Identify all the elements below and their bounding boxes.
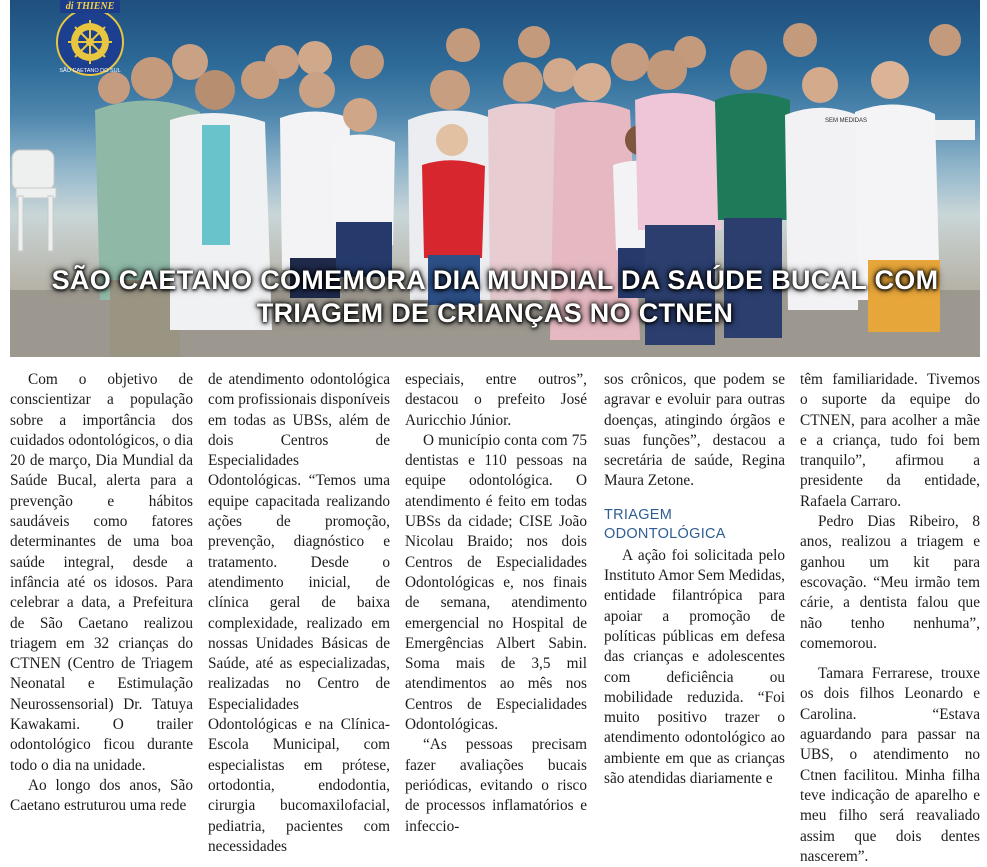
- paragraph: “As pessoas precisam fazer avaliações bucais periódicas, evitando o risco de processos inflamatórios e infeccio-: [405, 736, 587, 835]
- paragraph: Com o objetivo de conscientizar a população sobre a importância dos cuidados odontológicos, o dia 20 de março, Dia Mundial da Saúde Bucal, alerta para a prevenção e hábitos saudáveis como fatores determinantes de uma boa saúde integral, desde a infância até os idosos. Para celebrar a data, a Prefeitura de São Caetano realizou triagem em 32 crianças do CTNEN (Centro de Triagem Neonatal e Estimulação Neurossensorial) Dr. Tatuya Kawakami. O trailer odontológico ficou durante todo o dia na unidade.: [10, 371, 193, 774]
- article-column-2: [208, 370, 390, 857]
- subheading-line-1: TRIAGEM: [604, 506, 673, 523]
- paragraph: de atendimento odontológica com profissionais disponíveis em todas as UBSs, além de dois Centros de Especialidades Odontológicas. “Temos uma equipe capacitada realizando ações de promoção, prevenção, diagnóstico e tratamento. Desde o atendimento inicial, de clínica geral de baixa complexidade, realizado em nossas Unidades Básicas de Saúde, até as especializadas, realizadas no Centro de Especialidades Odontológicas e na Clínica-Escola Municipal, com especialistas em prótese, ortodontia, endodontia, cirurgia bucomaxilofacial, pediatria, pacientes com necessidades: [208, 371, 390, 855]
- logo-ring-text: SÃO CAETANO DO SUL: [59, 68, 121, 74]
- article-column-3: [405, 370, 587, 837]
- group-photo: [10, 0, 980, 357]
- headline-line-2: TRIAGEM DE CRIANÇAS NO CTNEN: [256, 298, 734, 328]
- subheading: [604, 506, 785, 544]
- article-column-4: [604, 370, 785, 789]
- paragraph: Pedro Dias Ribeiro, 8 anos, realizou a triagem e ganhou um kit para escovação. “Meu irmão tem cárie, a dentista falou que não tenho nenhuma”, comemorou.: [800, 513, 980, 652]
- paragraph: sos crônicos, que podem se agravar e evoluir para outras doenças, atingindo órgãos e suas funções”, destacou a secretária de saúde, Regina Maura Zetone.: [604, 371, 785, 490]
- paragraph: Ao longo dos anos, São Caetano estruturou uma rede: [10, 776, 193, 815]
- shirt-badge-text: SEM MEDIDAS: [825, 118, 868, 124]
- paragraph: Tamara Ferrarese, trouxe os dois filhos Leonardo e Carolina. “Estava aguardando para passar na UBS, o atendimento no Ctnen facilitou. Minha filha teve indicação de aparelho e meu filho será reavaliado assim que dois dentes nascerem”.: [800, 665, 980, 865]
- rotary-logo: [48, 0, 132, 78]
- article-column-1: [10, 370, 193, 817]
- paragraph: especiais, entre outros”, destacou o prefeito José Auricchio Júnior.: [405, 371, 587, 429]
- paragraph: têm familiaridade. Tivemos o suporte da equipe do CTNEN, para acolher a mãe e a criança, tudo foi bem tranquilo”, afirmou a presidente da entidade, Rafaela Carraro.: [800, 371, 980, 510]
- logo-banner: di THIENE: [60, 0, 120, 13]
- subheading-line-2: ODONTOLÓGICA: [604, 525, 726, 542]
- article-column-5: [800, 370, 980, 867]
- headline-line-1: SÃO CAETANO COMEMORA DIA MUNDIAL DA SAÚDE BUCAL COM: [51, 265, 939, 295]
- paragraph: A ação foi solicitada pelo Instituto Amor Sem Medidas, entidade filantrópica para apoiar a promoção de políticas públicas em defesa das crianças e adolescentes com deficiência ou mobilidade reduzida. “Foi muito positivo trazer o atendimento odontológico ao ambiente em que as crianças são atendidas diariamente e: [604, 546, 786, 788]
- paragraph: O município conta com 75 dentistas e 110 pessoas na equipe odontológica. O atendimento é feito em todas UBSs da cidade; CISE João Nicolau Braido; nos dois Centros de Especialidades Odontológicas e, nos finais de semana, atendimento emergencial no Hospital de Emergências Albert Sabin. Soma mais de 3,5 mil atendimentos ao mês nos Centros de Especialidades Odontológicas.: [405, 431, 587, 734]
